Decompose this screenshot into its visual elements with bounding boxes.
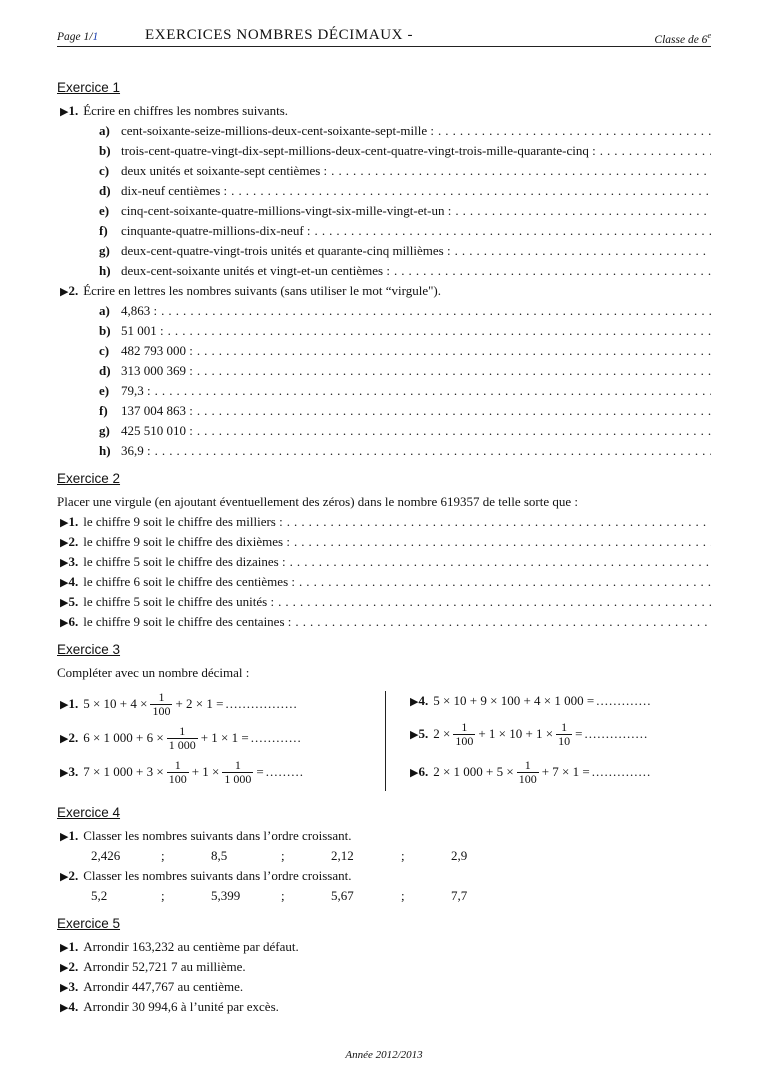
- separator: ;: [161, 888, 165, 903]
- question: ▶3. Arrondir 447,767 au centième.: [57, 977, 711, 997]
- item-label: f): [99, 403, 108, 418]
- page-header: [57, 26, 711, 47]
- item-text: le chiffre 9 soit le chiffre des dixièmes :: [83, 534, 290, 549]
- page-total-link[interactable]: 1: [92, 31, 99, 43]
- answer-line: [57, 441, 711, 461]
- item-label: a): [99, 123, 110, 138]
- exercise-2-title: Exercice 2: [57, 471, 121, 486]
- answer-blank[interactable]: [197, 341, 711, 361]
- question: ▶6. le chiffre 9 soit le chiffre des centaines : . . .: [57, 612, 711, 632]
- answer-blank[interactable]: [295, 612, 711, 632]
- triangle-bullet-icon: ▶: [410, 696, 419, 708]
- answer-blank[interactable]: [455, 241, 711, 261]
- item-text: Arrondir 52,721 7 au millième.: [83, 959, 246, 974]
- document-title: EXERCICES NOMBRES DÉCIMAUX -: [145, 27, 414, 43]
- item-text: le chiffre 9 soit le chiffre des centaines :: [83, 614, 292, 629]
- number-value: 2,9: [451, 848, 468, 863]
- answer-blank[interactable]: [197, 401, 711, 421]
- answer-blank[interactable]: [455, 201, 711, 221]
- item-label: b): [99, 323, 111, 338]
- number-value: 8,5: [211, 848, 228, 863]
- calculation-5: ▶5. 2 × $\frac{1}{100}$ + 1 × 10 + 1 × $\frac{1}{10}$ = ...............: [410, 719, 649, 748]
- item-label: f): [99, 223, 108, 238]
- item-label: c): [99, 343, 110, 358]
- answer-line: [57, 261, 711, 281]
- answer-blank[interactable]: [287, 512, 711, 532]
- question: ▶1. Écrire en chiffres les nombres suivants.: [60, 103, 289, 118]
- item-text: Arrondir 30 994,6 à l’unité par excès.: [83, 999, 279, 1014]
- column-divider: [385, 691, 386, 791]
- question: ▶2. le chiffre 9 soit le chiffre des dixièmes : . . .: [57, 532, 711, 552]
- number-value: 2,426: [91, 848, 121, 863]
- triangle-bullet-icon: ▶: [60, 577, 69, 589]
- separator: ;: [401, 888, 405, 903]
- item-text: deux unités et soixante-sept centièmes :: [121, 163, 328, 178]
- separator: ;: [281, 888, 285, 903]
- answer-blank[interactable]: [438, 121, 711, 141]
- question: ▶2. Arrondir 52,721 7 au millième.: [57, 957, 711, 977]
- triangle-bullet-icon: ▶: [60, 537, 69, 549]
- document-body: [57, 78, 711, 1017]
- item-text: 79,3 :: [121, 383, 151, 398]
- page-footer: Année 2012/2013: [345, 1049, 423, 1061]
- item-text: cent-soixante-seize-millions-deux-cent-soixante-sept-mille :: [121, 123, 434, 138]
- triangle-bullet-icon: ▶: [60, 831, 69, 843]
- fraction: $\frac{1}{10}$: [558, 719, 571, 748]
- number-list: [57, 846, 711, 866]
- item-text: le chiffre 6 soit le chiffre des centièmes :: [83, 574, 295, 589]
- answer-line: [57, 121, 711, 141]
- answer-blank[interactable]: [161, 301, 711, 321]
- answer-blank[interactable]: [600, 141, 711, 161]
- item-label: g): [99, 243, 110, 258]
- triangle-bullet-icon: ▶: [60, 767, 69, 779]
- answer-blank[interactable]: [197, 421, 711, 441]
- item-text: 425 510 010 :: [121, 423, 193, 438]
- calculation-3: ▶3. 7 × 1 000 + 3 × $\frac{1}{100}$ + 1 × $\frac{1}{1 000}$ = .........: [60, 757, 304, 786]
- separator: ;: [281, 848, 285, 863]
- item-label: h): [99, 263, 111, 278]
- item-text: le chiffre 5 soit le chiffre des unités :: [83, 594, 275, 609]
- question: ▶3. le chiffre 5 soit le chiffre des dizaines : . . .: [57, 552, 711, 572]
- item-label: e): [99, 203, 110, 218]
- question: ▶2. Classer les nombres suivants dans l’ordre croissant.: [60, 868, 352, 883]
- answer-blank[interactable]: [155, 381, 711, 401]
- item-label: d): [99, 183, 111, 198]
- calculation-2: ▶2. 6 × 1 000 + 6 × $\frac{1}{1 000}$ + 1 × 1 = ............: [60, 723, 302, 752]
- answer-line: [57, 241, 711, 261]
- number-value: 5,67: [331, 888, 354, 903]
- item-label: g): [99, 423, 110, 438]
- triangle-bullet-icon: ▶: [60, 286, 69, 298]
- exercise-1-title: Exercice 1: [57, 80, 121, 95]
- item-text: cinq-cent-soixante-quatre-millions-vingt-six-mille-vingt-et-un :: [121, 203, 452, 218]
- answer-blank[interactable]: [197, 361, 711, 381]
- answer-line: [57, 301, 711, 321]
- item-text: 137 004 863 :: [121, 403, 193, 418]
- answer-line: [57, 381, 711, 401]
- calculation-4: ▶4. 5 × 10 + 9 × 100 + 4 × 1 000 = .............: [410, 693, 652, 708]
- triangle-bullet-icon: ▶: [60, 871, 69, 883]
- item-text: le chiffre 5 soit le chiffre des dizaines :: [83, 554, 286, 569]
- answer-blank[interactable]: [278, 592, 711, 612]
- answer-blank[interactable]: [231, 181, 711, 201]
- item-text: trois-cent-quatre-vingt-dix-sept-millions-deux-cent-quatre-vingt-trois-mille-quarante-cinq :: [121, 143, 596, 158]
- question: ▶1. Classer les nombres suivants dans l’ordre croissant.: [60, 828, 352, 843]
- triangle-bullet-icon: ▶: [410, 767, 419, 779]
- triangle-bullet-icon: ▶: [60, 617, 69, 629]
- answer-blank[interactable]: [331, 161, 711, 181]
- item-text: 482 793 000 :: [121, 343, 193, 358]
- item-text: deux-cent-soixante unités et vingt-et-un centièmes :: [121, 263, 390, 278]
- answer-line: [57, 161, 711, 181]
- exercise-intro: Compléter avec un nombre décimal :: [57, 665, 250, 680]
- item-text: dix-neuf centièmes :: [121, 183, 228, 198]
- calculation-6: ▶6. 2 × 1 000 + 5 × $\frac{1}{100}$ + 7 × 1 = ..............: [410, 757, 652, 786]
- answer-line: [57, 421, 711, 441]
- triangle-bullet-icon: ▶: [60, 1002, 69, 1014]
- triangle-bullet-icon: ▶: [60, 962, 69, 974]
- page-number: Page 1/1: [57, 31, 99, 43]
- triangle-bullet-icon: ▶: [60, 106, 69, 118]
- fraction: $\frac{1}{100}$: [455, 719, 474, 748]
- class-label: Classe de 6e: [654, 31, 711, 46]
- item-label: c): [99, 163, 110, 178]
- exercise-5-title: Exercice 5: [57, 916, 121, 931]
- exercise-3-title: Exercice 3: [57, 642, 121, 657]
- fraction: $\frac{1}{1 000}$: [168, 723, 196, 752]
- item-label: a): [99, 303, 110, 318]
- item-label: d): [99, 363, 111, 378]
- question: ▶5. le chiffre 5 soit le chiffre des unités : . . .: [57, 592, 711, 612]
- item-label: b): [99, 143, 111, 158]
- answer-blank[interactable]: [315, 221, 711, 241]
- fraction: $\frac{1}{100}$: [152, 689, 171, 718]
- answer-line: [57, 181, 711, 201]
- item-label: h): [99, 443, 111, 458]
- answer-blank[interactable]: [299, 572, 711, 592]
- triangle-bullet-icon: ▶: [410, 729, 419, 741]
- item-text: 313 000 369 :: [121, 363, 193, 378]
- answer-blank[interactable]: [294, 532, 711, 552]
- item-text: 4,863 :: [121, 303, 158, 318]
- triangle-bullet-icon: ▶: [60, 557, 69, 569]
- answer-line: [57, 341, 711, 361]
- answer-line: [57, 221, 711, 241]
- question: ▶4. Arrondir 30 994,6 à l’unité par excès.: [57, 997, 711, 1017]
- triangle-bullet-icon: ▶: [60, 517, 69, 529]
- number-list: [57, 886, 711, 906]
- fraction: $\frac{1}{100}$: [518, 757, 537, 786]
- fraction: $\frac{1}{1 000}$: [224, 757, 252, 786]
- fraction: $\frac{1}{100}$: [168, 757, 187, 786]
- triangle-bullet-icon: ▶: [60, 982, 69, 994]
- answer-blank[interactable]: [168, 321, 711, 341]
- question: ▶1. le chiffre 9 soit le chiffre des milliers : . . .: [57, 512, 711, 532]
- exercise-4-title: Exercice 4: [57, 805, 121, 820]
- calculation-grid: [57, 687, 711, 795]
- number-value: 7,7: [451, 888, 468, 903]
- answer-blank[interactable]: [155, 441, 711, 461]
- item-text: deux-cent-quatre-vingt-trois unités et quarante-cinq millièmes :: [121, 243, 451, 258]
- item-label: e): [99, 383, 110, 398]
- answer-line: [57, 401, 711, 421]
- triangle-bullet-icon: ▶: [60, 699, 69, 711]
- exercise-intro: Placer une virgule (en ajoutant éventuellement des zéros) dans le nombre 619357 de telle sorte que :: [57, 494, 579, 509]
- triangle-bullet-icon: ▶: [60, 733, 69, 745]
- item-text: 36,9 :: [121, 443, 151, 458]
- item-text: 51 001 :: [121, 323, 164, 338]
- answer-line: [57, 321, 711, 341]
- question: ▶4. le chiffre 6 soit le chiffre des centièmes : . . .: [57, 572, 711, 592]
- separator: ;: [401, 848, 405, 863]
- item-text: Arrondir 447,767 au centième.: [83, 979, 244, 994]
- answer-blank[interactable]: [394, 261, 711, 281]
- question: ▶2. Écrire en lettres les nombres suivants (sans utiliser le mot “virgule").: [60, 283, 441, 298]
- answer-line: [57, 141, 711, 161]
- item-text: Arrondir 163,232 au centième par défaut.: [83, 939, 299, 954]
- number-value: 5,2: [91, 888, 108, 903]
- triangle-bullet-icon: ▶: [60, 597, 69, 609]
- item-text: cinquante-quatre-millions-dix-neuf :: [121, 223, 311, 238]
- answer-blank[interactable]: [290, 552, 711, 572]
- number-value: 5,399: [211, 888, 241, 903]
- item-text: le chiffre 9 soit le chiffre des milliers :: [83, 514, 283, 529]
- answer-line: [57, 361, 711, 381]
- answer-line: [57, 201, 711, 221]
- question: ▶1. Arrondir 163,232 au centième par défaut.: [57, 937, 711, 957]
- separator: ;: [161, 848, 165, 863]
- number-value: 2,12: [331, 848, 354, 863]
- triangle-bullet-icon: ▶: [60, 942, 69, 954]
- calculation-1: ▶1. 5 × 10 + 4 × $\frac{1}{100}$ + 2 × 1 = .................: [60, 689, 298, 718]
